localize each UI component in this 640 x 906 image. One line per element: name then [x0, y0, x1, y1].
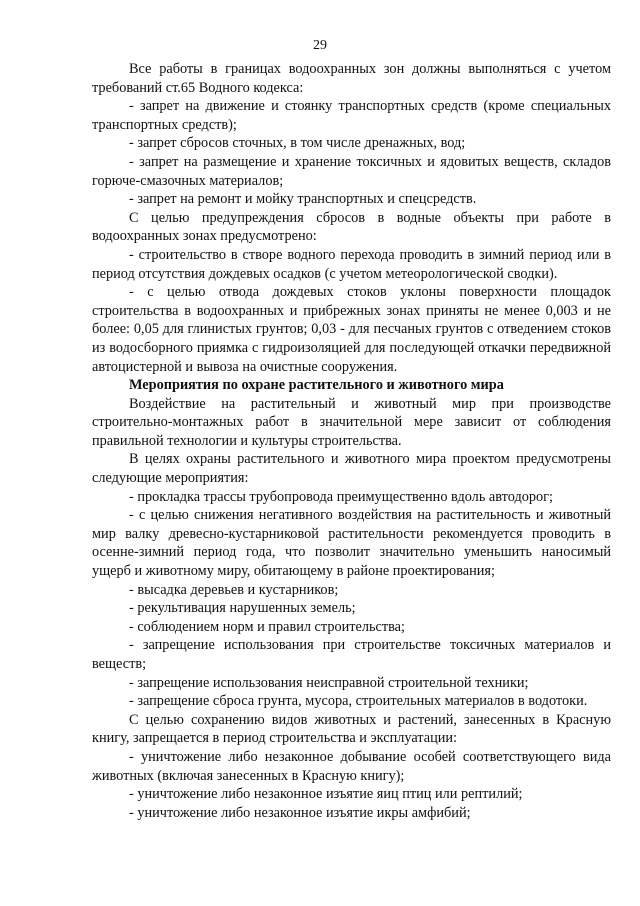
paragraph: В целях охраны растительного и животного мира проектом предусмотрены следующие мероприятия:: [92, 451, 611, 487]
page-number: 29: [313, 38, 327, 53]
list-item: - уничтожение либо незаконное изъятие икры амфибий;: [129, 804, 471, 821]
list-item: - запрет на размещение и хранение токсичных и ядовитых веществ, складов горюче-смазочных материалов;: [92, 153, 611, 189]
list-item: - запрещение использования при строительстве токсичных материалов и веществ;: [92, 637, 611, 672]
list-item: - рекультивация нарушенных земель;: [129, 600, 356, 617]
list-item: - высадка деревьев и кустарников;: [129, 581, 339, 598]
paragraph: Воздействие на растительный и животный мир при производстве строительно-монтажных работ в значительной мере зависит от соблюдения правильной технологии и культуры строительства.: [92, 395, 611, 449]
list-item: - соблюдением норм и правил строительства;: [129, 618, 405, 635]
list-item: - запрет сбросов сточных, в том числе дренажных, вод;: [129, 135, 466, 152]
list-item: - запрет на ремонт и мойку транспортных и спецсредств.: [129, 191, 477, 208]
section-heading: Мероприятия по охране растительного и животного мира: [129, 377, 504, 394]
paragraph: С целью сохранению видов животных и растений, занесенных в Красную книгу, запрещается в период строительства и эксплуатации:: [92, 711, 611, 747]
list-item: - уничтожение либо незаконное добывание особей соответствующего вида животных (включая занесенных в Красную книгу);: [92, 748, 611, 784]
list-item: - строительство в створе водного перехода проводить в зимний период или в период отсутствия дождевых осадков (с учетом метеорологической сводки).: [92, 246, 611, 282]
list-item: - запрет на движение и стоянку транспортных средств (кроме специальных транспортных средств);: [92, 98, 611, 133]
paragraph: Все работы в границах водоохранных зон должны выполняться с учетом требований ст.65 Водного кодекса:: [92, 61, 611, 96]
list-item: - прокладка трассы трубопровода преимущественно вдоль автодорог;: [129, 488, 553, 505]
list-item: - с целью отвода дождевых стоков уклоны поверхности площадок строительства в водоохранных и прибрежных зонах приняты не менее 0,003 и не более: 0,05 для глинистых грунтов; 0,03 - для песчаных грунтов с отведением стоков из водосборного приямка с гидроизоляцией для последующей откачки передвижной автоцистерной и вывоза на очистные сооружения.: [92, 284, 611, 375]
list-item: - запрещение использования неисправной строительной техники;: [129, 674, 529, 691]
paragraph: С целью предупреждения сбросов в водные объекты при работе в водоохранных зонах предусмотрено:: [92, 209, 611, 245]
list-item: - уничтожение либо незаконное изъятие яиц птиц или рептилий;: [129, 786, 523, 803]
list-item: - запрещение сброса грунта, мусора, строительных материалов в водотоки.: [129, 693, 588, 710]
list-item: - с целью снижения негативного воздействия на растительность и животный мир валку древесно-кустарниковой растительности рекомендуется проводить в осенне-зимний период года, что позволит значительно уменьшить наносимый ущерб и животному миру, обитающему в районе проектирования;: [92, 507, 611, 580]
document-body: [92, 60, 611, 822]
